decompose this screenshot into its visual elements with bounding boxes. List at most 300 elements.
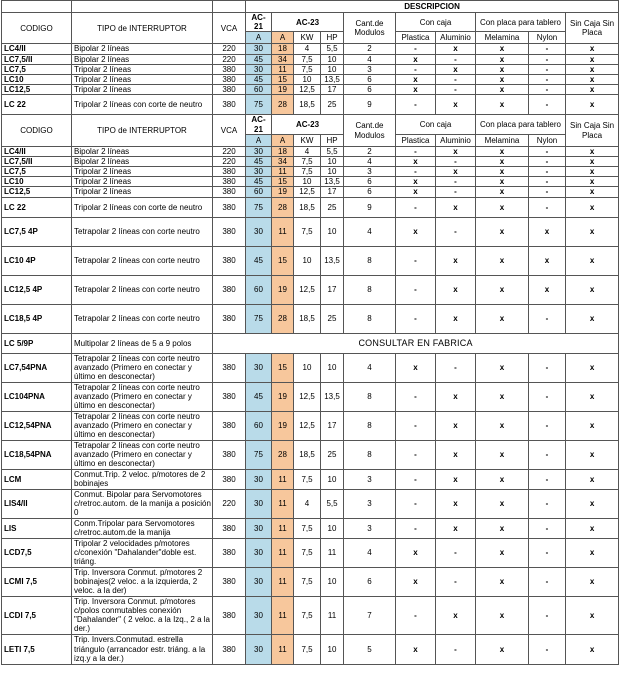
plastica-cell: -: [396, 489, 436, 518]
table-row: [2, 469, 619, 489]
aluminio-cell: x: [436, 382, 476, 411]
vca-cell: 380: [213, 353, 246, 382]
melamina-cell: x: [476, 469, 529, 489]
nylon-cell: -: [529, 518, 566, 538]
plastica-cell: x: [396, 187, 436, 197]
hp-cell: 5,5: [321, 146, 344, 156]
header-ac21: AC-21: [246, 13, 272, 32]
ac23-a-cell: 11: [272, 469, 294, 489]
ac23-a-cell: 11: [272, 217, 294, 246]
code-cell: LC10 4P: [2, 246, 72, 275]
sin-caja-cell: x: [566, 64, 619, 74]
nylon-cell: -: [529, 353, 566, 382]
aluminio-cell: x: [436, 518, 476, 538]
kw-cell: 12,5: [294, 187, 321, 197]
melamina-cell: x: [476, 187, 529, 197]
modulos-cell: 4: [344, 217, 396, 246]
table-row: [2, 85, 619, 95]
table-body: [2, 1, 619, 665]
kw-cell: 7,5: [294, 469, 321, 489]
sin-caja-cell: x: [566, 382, 619, 411]
vca-cell: 380: [213, 382, 246, 411]
aluminio-cell: -: [436, 634, 476, 664]
melamina-cell: x: [476, 146, 529, 156]
modulos-cell: 4: [344, 156, 396, 166]
melamina-cell: x: [476, 197, 529, 217]
plastica-cell: -: [396, 95, 436, 115]
tipo-cell: Tripolar 2 líneas: [72, 187, 213, 197]
kw-cell: 12,5: [294, 275, 321, 304]
aluminio-cell: -: [436, 538, 476, 567]
header-nylon: Nylon: [529, 134, 566, 146]
table-row: [2, 167, 619, 177]
ac21-cell: 30: [246, 353, 272, 382]
nylon-cell: -: [529, 156, 566, 166]
kw-cell: 10: [294, 246, 321, 275]
sin-caja-cell: x: [566, 217, 619, 246]
header-melamina: Melamina: [476, 134, 529, 146]
hp-cell: 10: [321, 567, 344, 596]
vca-cell: 380: [213, 64, 246, 74]
plastica-cell: x: [396, 74, 436, 84]
tipo-cell: Tetrapolar 2 líneas con corte neutro avanzado (Primero en conectar y último en desconectar): [72, 440, 213, 469]
ac21-cell: 30: [246, 44, 272, 54]
header-row: [2, 13, 619, 32]
ac21-cell: 45: [246, 382, 272, 411]
ac23-a-cell: 11: [272, 567, 294, 596]
vca-cell: 220: [213, 489, 246, 518]
table-row: [2, 95, 619, 115]
tipo-cell: Tripolar 2 velocidades p/motores c/conexión "Dahalander"doble est. triáng.: [72, 538, 213, 567]
code-cell: LC10: [2, 74, 72, 84]
nylon-cell: -: [529, 411, 566, 440]
code-cell: LC104PNA: [2, 382, 72, 411]
code-cell: LC7,5/II: [2, 54, 72, 64]
hp-cell: 10: [321, 353, 344, 382]
plastica-cell: -: [396, 469, 436, 489]
tipo-cell: Tetrapolar 2 líneas con corte neutro: [72, 275, 213, 304]
nylon-cell: -: [529, 469, 566, 489]
ac21-cell: 60: [246, 187, 272, 197]
ac21-cell: 30: [246, 596, 272, 634]
code-cell: LC18,5 4P: [2, 304, 72, 333]
code-cell: LC12,54PNA: [2, 411, 72, 440]
nylon-cell: -: [529, 567, 566, 596]
kw-cell: 18,5: [294, 440, 321, 469]
melamina-cell: x: [476, 353, 529, 382]
nylon-cell: -: [529, 64, 566, 74]
header-ac21-a: A: [246, 32, 272, 44]
aluminio-cell: x: [436, 146, 476, 156]
table-row: [2, 518, 619, 538]
sin-caja-cell: x: [566, 85, 619, 95]
sin-caja-cell: x: [566, 156, 619, 166]
modulos-cell: 3: [344, 489, 396, 518]
plastica-cell: -: [396, 146, 436, 156]
plastica-cell: -: [396, 64, 436, 74]
vca-cell: 220: [213, 54, 246, 64]
header-ac23-a: A: [272, 134, 294, 146]
kw-cell: 7,5: [294, 64, 321, 74]
tipo-cell: Tripolar 2 líneas: [72, 85, 213, 95]
kw-cell: 10: [294, 177, 321, 187]
melamina-cell: x: [476, 382, 529, 411]
aluminio-cell: x: [436, 44, 476, 54]
code-cell: LC7,5/II: [2, 156, 72, 166]
ac21-cell: 75: [246, 95, 272, 115]
ac21-cell: 45: [246, 177, 272, 187]
kw-cell: 7,5: [294, 54, 321, 64]
hp-cell: 11: [321, 596, 344, 634]
vca-cell: 380: [213, 469, 246, 489]
sin-caja-cell: x: [566, 353, 619, 382]
plastica-cell: -: [396, 382, 436, 411]
tipo-cell: Trip. Inversora Conmut. p/motores c/polos conmutables conexión "Dahalander" ( 2 veloc. a la Izq., 2 a la der.): [72, 596, 213, 634]
tipo-cell: Tetrapolar 2 líneas con corte neutro avanzado (Primero en conectar y último en desconectar): [72, 382, 213, 411]
header-kw: KW: [294, 32, 321, 44]
vca-cell: 380: [213, 187, 246, 197]
kw-cell: 12,5: [294, 382, 321, 411]
code-cell: LC7,5: [2, 64, 72, 74]
modulos-cell: 8: [344, 440, 396, 469]
plastica-cell: x: [396, 156, 436, 166]
ac23-a-cell: 11: [272, 167, 294, 177]
modulos-cell: 6: [344, 177, 396, 187]
melamina-cell: x: [476, 634, 529, 664]
code-cell: LC4/II: [2, 44, 72, 54]
header-sin-caja: Sin Caja Sin Placa: [566, 115, 619, 146]
vca-cell: 380: [213, 518, 246, 538]
aluminio-cell: -: [436, 156, 476, 166]
plastica-cell: -: [396, 275, 436, 304]
header-modulos: Cant.de Modulos: [344, 115, 396, 146]
ac23-a-cell: 11: [272, 634, 294, 664]
modulos-cell: 2: [344, 146, 396, 156]
hp-cell: 17: [321, 85, 344, 95]
modulos-cell: 3: [344, 469, 396, 489]
code-cell: LC10: [2, 177, 72, 187]
table-row: [2, 187, 619, 197]
code-cell: LCMI 7,5: [2, 567, 72, 596]
melamina-cell: x: [476, 177, 529, 187]
hp-cell: 5,5: [321, 489, 344, 518]
plastica-cell: x: [396, 177, 436, 187]
ac21-cell: 60: [246, 411, 272, 440]
sin-caja-cell: x: [566, 197, 619, 217]
sin-caja-cell: x: [566, 518, 619, 538]
nylon-cell: x: [529, 217, 566, 246]
sin-caja-cell: x: [566, 95, 619, 115]
sin-caja-cell: x: [566, 167, 619, 177]
nylon-cell: -: [529, 74, 566, 84]
melamina-cell: x: [476, 538, 529, 567]
ac23-a-cell: 34: [272, 54, 294, 64]
melamina-cell: x: [476, 489, 529, 518]
header-tipo: TIPO de INTERRUPTOR: [72, 115, 213, 146]
tipo-cell: Tetrapolar 2 líneas con corte neutro: [72, 304, 213, 333]
melamina-cell: x: [476, 246, 529, 275]
hp-cell: 25: [321, 440, 344, 469]
sin-caja-cell: x: [566, 187, 619, 197]
hp-cell: 13,5: [321, 246, 344, 275]
header-modulos: Cant.de Modulos: [344, 13, 396, 44]
ac21-cell: 45: [246, 54, 272, 64]
header-hp: HP: [321, 32, 344, 44]
kw-cell: 12,5: [294, 411, 321, 440]
ac23-a-cell: 19: [272, 85, 294, 95]
table-row: [2, 146, 619, 156]
vca-cell: 380: [213, 304, 246, 333]
hp-cell: 10: [321, 217, 344, 246]
sin-caja-cell: x: [566, 567, 619, 596]
tipo-cell: Multipolar 2 líneas de 5 a 9 polos: [72, 333, 213, 353]
nylon-cell: -: [529, 95, 566, 115]
aluminio-cell: x: [436, 167, 476, 177]
kw-cell: 12,5: [294, 85, 321, 95]
vca-cell: 380: [213, 567, 246, 596]
ac23-a-cell: 18: [272, 44, 294, 54]
plastica-cell: x: [396, 538, 436, 567]
melamina-cell: x: [476, 54, 529, 64]
header-sin-caja: Sin Caja Sin Placa: [566, 13, 619, 44]
ac23-a-cell: 15: [272, 177, 294, 187]
table-row: [2, 64, 619, 74]
table-row: [2, 197, 619, 217]
table-row: [2, 411, 619, 440]
vca-cell: 220: [213, 146, 246, 156]
vca-cell: 380: [213, 167, 246, 177]
ac23-a-cell: 19: [272, 411, 294, 440]
header-codigo: CODIGO: [2, 115, 72, 146]
kw-cell: 7,5: [294, 156, 321, 166]
sin-caja-cell: x: [566, 538, 619, 567]
sin-caja-cell: x: [566, 469, 619, 489]
nylon-cell: -: [529, 382, 566, 411]
nylon-cell: -: [529, 54, 566, 64]
aluminio-cell: x: [436, 197, 476, 217]
nylon-cell: x: [529, 246, 566, 275]
hp-cell: 13,5: [321, 74, 344, 84]
ac23-a-cell: 28: [272, 95, 294, 115]
aluminio-cell: -: [436, 353, 476, 382]
aluminio-cell: -: [436, 177, 476, 187]
descripcion-table: [1, 0, 619, 665]
table-row: [2, 440, 619, 469]
ac21-cell: 75: [246, 197, 272, 217]
title-row: [2, 1, 619, 13]
ac21-cell: 45: [246, 246, 272, 275]
tipo-cell: Conmut. Bipolar para Servomotores c/retroc.autom. de la manija a posición 0: [72, 489, 213, 518]
vca-cell: 380: [213, 411, 246, 440]
melamina-cell: x: [476, 95, 529, 115]
header-con-placa: Con placa para tablero: [476, 13, 566, 32]
code-cell: LC7,54PNA: [2, 353, 72, 382]
kw-cell: 4: [294, 44, 321, 54]
aluminio-cell: x: [436, 440, 476, 469]
table-row: [2, 177, 619, 187]
kw-cell: 18,5: [294, 197, 321, 217]
tipo-cell: Trip. Invers.Conmutad. estrella triángulo (arrancador estr. triáng. a la izq.y a la der.): [72, 634, 213, 664]
melamina-cell: x: [476, 411, 529, 440]
ac21-cell: 45: [246, 156, 272, 166]
header-aluminio: Aluminio: [436, 134, 476, 146]
hp-cell: 10: [321, 54, 344, 64]
aluminio-cell: x: [436, 596, 476, 634]
sin-caja-cell: x: [566, 489, 619, 518]
aluminio-cell: x: [436, 489, 476, 518]
table-row: [2, 304, 619, 333]
vca-cell: 380: [213, 538, 246, 567]
ac21-cell: 30: [246, 634, 272, 664]
header-ac21-a: A: [246, 134, 272, 146]
code-cell: LC18,54PNA: [2, 440, 72, 469]
code-cell: LC12,5 4P: [2, 275, 72, 304]
ac21-cell: 75: [246, 440, 272, 469]
plastica-cell: x: [396, 54, 436, 64]
tipo-cell: Tetrapolar 2 líneas con corte neutro avanzado (Primero en conectar y último en desconectar): [72, 411, 213, 440]
tipo-cell: Tripolar 2 líneas: [72, 177, 213, 187]
tipo-cell: Bipolar 2 líneas: [72, 44, 213, 54]
table-row: [2, 538, 619, 567]
ac23-a-cell: 11: [272, 64, 294, 74]
vca-cell: 220: [213, 156, 246, 166]
melamina-cell: x: [476, 167, 529, 177]
plastica-cell: x: [396, 217, 436, 246]
ac23-a-cell: 28: [272, 197, 294, 217]
hp-cell: 25: [321, 304, 344, 333]
kw-cell: 7,5: [294, 538, 321, 567]
plastica-cell: x: [396, 85, 436, 95]
aluminio-cell: x: [436, 246, 476, 275]
melamina-cell: x: [476, 74, 529, 84]
code-cell: LCM: [2, 469, 72, 489]
modulos-cell: 4: [344, 353, 396, 382]
header-plastica: Plastica: [396, 134, 436, 146]
header-ac23-a: A: [272, 32, 294, 44]
header-ac23: AC-23: [272, 115, 344, 134]
sin-caja-cell: x: [566, 44, 619, 54]
code-cell: LC4/II: [2, 146, 72, 156]
hp-cell: 17: [321, 187, 344, 197]
tipo-cell: Tripolar 2 líneas: [72, 74, 213, 84]
table-row: [2, 54, 619, 64]
table-title: DESCRIPCION: [246, 1, 619, 13]
hp-cell: 25: [321, 197, 344, 217]
plastica-cell: -: [396, 246, 436, 275]
kw-cell: 10: [294, 74, 321, 84]
melamina-cell: x: [476, 217, 529, 246]
sin-caja-cell: x: [566, 54, 619, 64]
sin-caja-cell: x: [566, 74, 619, 84]
sin-caja-cell: x: [566, 440, 619, 469]
table-row: [2, 275, 619, 304]
header-ac23: AC-23: [272, 13, 344, 32]
code-cell: LCD7,5: [2, 538, 72, 567]
aluminio-cell: x: [436, 469, 476, 489]
aluminio-cell: x: [436, 64, 476, 74]
code-cell: LC12,5: [2, 187, 72, 197]
ac23-a-cell: 15: [272, 74, 294, 84]
aluminio-cell: x: [436, 275, 476, 304]
ac21-cell: 60: [246, 85, 272, 95]
hp-cell: 10: [321, 469, 344, 489]
vca-cell: 380: [213, 85, 246, 95]
modulos-cell: 7: [344, 596, 396, 634]
tipo-cell: Tetrapolar 2 líneas con corte neutro: [72, 217, 213, 246]
vca-cell: 380: [213, 197, 246, 217]
kw-cell: 7,5: [294, 634, 321, 664]
vca-cell: 380: [213, 634, 246, 664]
plastica-cell: -: [396, 44, 436, 54]
hp-cell: 10: [321, 156, 344, 166]
nylon-cell: -: [529, 177, 566, 187]
aluminio-cell: -: [436, 187, 476, 197]
ac21-cell: 75: [246, 304, 272, 333]
kw-cell: 4: [294, 146, 321, 156]
ac21-cell: 30: [246, 217, 272, 246]
ac21-cell: 30: [246, 146, 272, 156]
header-row: [2, 115, 619, 134]
tipo-cell: Tripolar 2 líneas con corte de neutro: [72, 95, 213, 115]
ac23-a-cell: 28: [272, 304, 294, 333]
vca-cell: 380: [213, 596, 246, 634]
hp-cell: 13,5: [321, 382, 344, 411]
vca-cell: 380: [213, 95, 246, 115]
hp-cell: 10: [321, 518, 344, 538]
code-cell: LC 22: [2, 197, 72, 217]
melamina-cell: x: [476, 85, 529, 95]
header-con-caja: Con caja: [396, 13, 476, 32]
nylon-cell: -: [529, 596, 566, 634]
nylon-cell: -: [529, 634, 566, 664]
header-vca: VCA: [213, 115, 246, 146]
modulos-cell: 6: [344, 567, 396, 596]
nylon-cell: -: [529, 85, 566, 95]
vca-cell: 380: [213, 74, 246, 84]
header-vca: VCA: [213, 13, 246, 44]
sin-caja-cell: x: [566, 596, 619, 634]
tipo-cell: Conmut.Trip. 2 veloc. p/motores de 2 bobinajes: [72, 469, 213, 489]
modulos-cell: 8: [344, 382, 396, 411]
header-con-caja: Con caja: [396, 115, 476, 134]
header-plastica: Plastica: [396, 32, 436, 44]
kw-cell: 10: [294, 353, 321, 382]
nylon-cell: x: [529, 275, 566, 304]
table-row: [2, 156, 619, 166]
hp-cell: 10: [321, 64, 344, 74]
plastica-cell: x: [396, 353, 436, 382]
melamina-cell: x: [476, 275, 529, 304]
modulos-cell: 6: [344, 187, 396, 197]
modulos-cell: 8: [344, 246, 396, 275]
hp-cell: 11: [321, 538, 344, 567]
aluminio-cell: -: [436, 74, 476, 84]
modulos-cell: 6: [344, 74, 396, 84]
code-cell: LC 22: [2, 95, 72, 115]
kw-cell: 7,5: [294, 217, 321, 246]
modulos-cell: 8: [344, 275, 396, 304]
header-melamina: Melamina: [476, 32, 529, 44]
ac23-a-cell: 28: [272, 440, 294, 469]
modulos-cell: 9: [344, 197, 396, 217]
ac21-cell: 30: [246, 518, 272, 538]
header-hp: HP: [321, 134, 344, 146]
nylon-cell: -: [529, 440, 566, 469]
nylon-cell: -: [529, 197, 566, 217]
code-cell: LC12,5: [2, 85, 72, 95]
aluminio-cell: x: [436, 304, 476, 333]
table-row: [2, 217, 619, 246]
